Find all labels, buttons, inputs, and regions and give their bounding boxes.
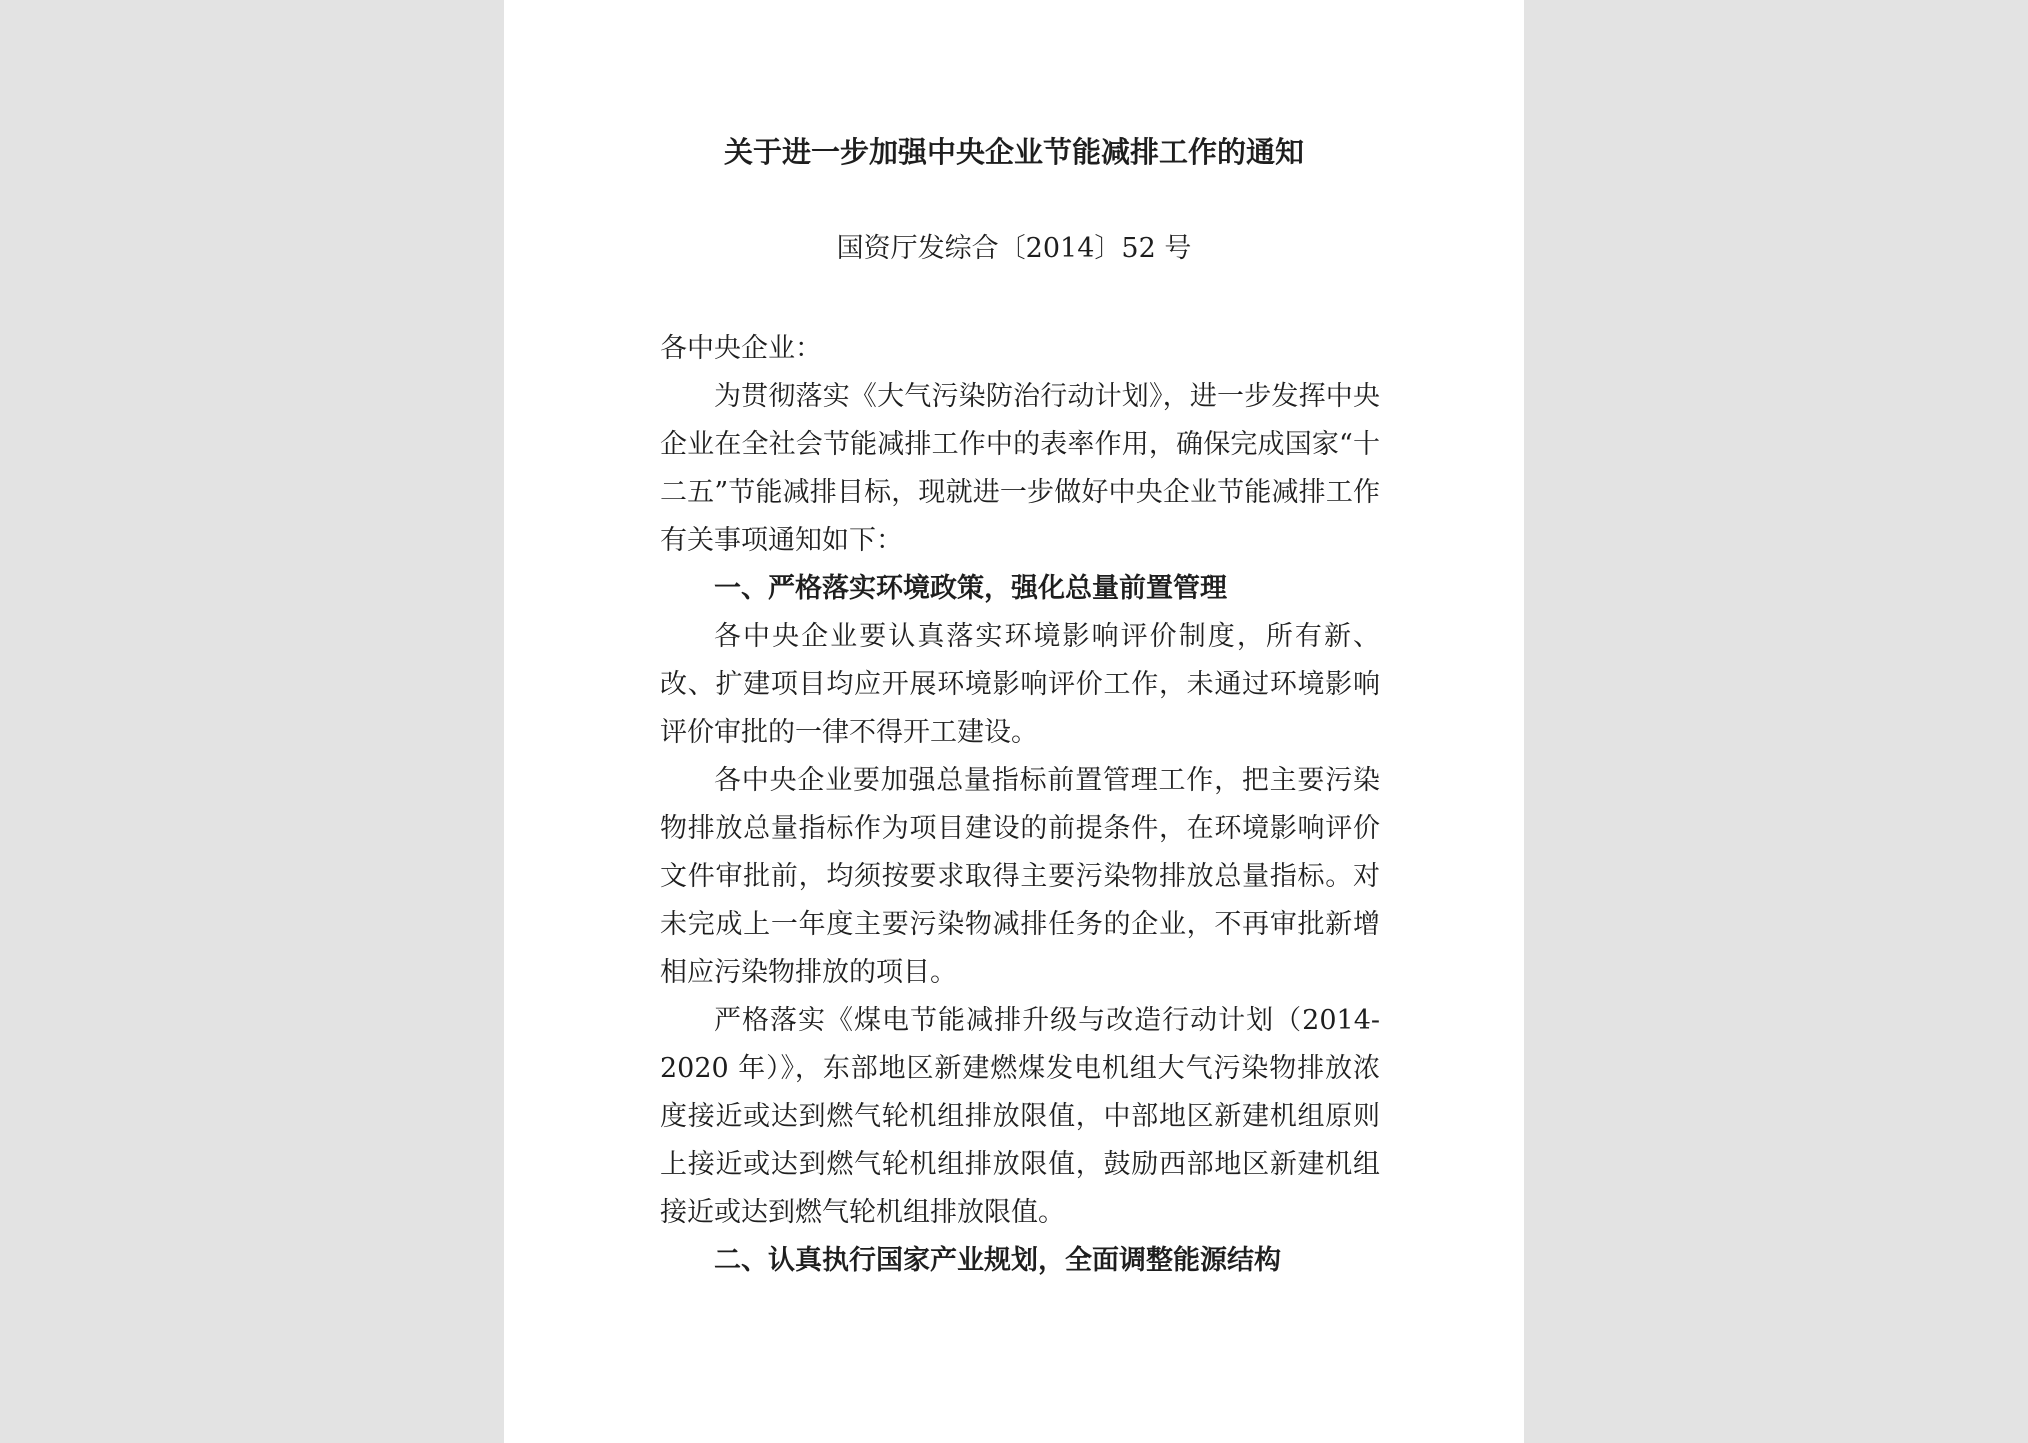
document-body — [660, 325, 1380, 1285]
salutation: 各中央企业： — [660, 333, 822, 364]
document-title: 关于进一步加强中央企业节能减排工作的通知 — [723, 135, 1304, 169]
paragraph-intro: 为贯彻落实《大气污染防治行动计划》，进一步发挥中央企业在全社会节能减排工作中的表率作用，确保完成国家“十二五”节能减排目标，现就进一步做好中央企业节能减排工作有关事项通知如下： — [660, 381, 1380, 556]
section-heading-1: 一、严格落实环境政策，强化总量前置管理 — [714, 573, 1227, 604]
paragraph-total-quota: 各中央企业要加强总量指标前置管理工作，把主要污染物排放总量指标作为项目建设的前提条件，在环境影响评价文件审批前，均须按要求取得主要污染物排放总量指标。对未完成上一年度主要污染物减排任务的企业，不再审批新增相应污染物排放的项目。 — [660, 765, 1380, 988]
paragraph-eia: 各中央企业要认真落实环境影响评价制度，所有新、改、扩建项目均应开展环境影响评价工作，未通过环境影响评价审批的一律不得开工建设。 — [660, 621, 1380, 748]
document-number: 国资厅发综合〔2014〕52 号 — [836, 233, 1192, 264]
paragraph-coal-power: 严格落实《煤电节能减排升级与改造行动计划（2014-2020 年）》，东部地区新建燃煤发电机组大气污染物排放浓度接近或达到燃气轮机组排放限值，中部地区新建机组原则上接近或达到燃气轮机组排放限值，鼓励西部地区新建机组接近或达到燃气轮机组排放限值。 — [660, 1005, 1380, 1228]
document-page — [504, 0, 1524, 1443]
section-heading-2: 二、认真执行国家产业规划，全面调整能源结构 — [714, 1245, 1281, 1276]
